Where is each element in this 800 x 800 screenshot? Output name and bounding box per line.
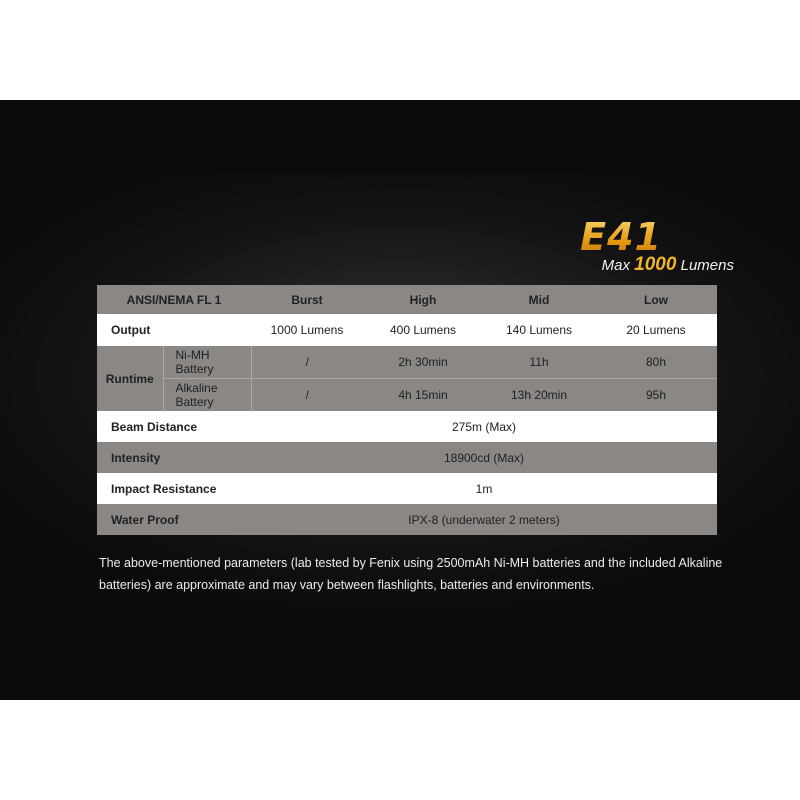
runtime-alkaline-label: Alkaline Battery — [163, 379, 251, 412]
output-mid: 140 Lumens — [505, 323, 573, 337]
beam-distance-value: 275m (Max) — [451, 419, 516, 434]
tag-prefix: Max — [601, 257, 630, 274]
beam-distance-label: Beam Distance — [111, 419, 198, 434]
impact-resistance-row — [97, 473, 717, 504]
runtime-nimh-row — [97, 346, 717, 379]
output-high: 400 Lumens — [389, 323, 457, 337]
header-standard: ANSI/NEMA FL 1 — [126, 292, 222, 307]
output-row — [97, 314, 717, 346]
water-proof-value: IPX-8 (underwater 2 meters) — [408, 512, 560, 527]
runtime-alkaline-burst: / — [251, 379, 363, 412]
runtime-nimh-mid: 11h — [529, 355, 549, 369]
output-label: Output — [111, 323, 151, 337]
tag-number: 1000 — [634, 254, 677, 275]
runtime-alkaline-high: 4h 15min — [363, 379, 483, 412]
intensity-label: Intensity — [111, 450, 161, 465]
spec-table — [97, 285, 717, 535]
runtime-label: Runtime — [97, 346, 163, 411]
runtime-nimh-burst: / — [305, 355, 309, 369]
disclaimer-note: The above-mentioned parameters (lab tested by Fenix using 2500mAh Ni-MH batteries and the included Alkaline batteries) are approximate and may vary between flashlights, batteries and environments. — [99, 556, 723, 592]
runtime-alkaline-row — [97, 379, 717, 412]
header-burst: Burst — [291, 292, 323, 307]
runtime-nimh-label: Ni-MH Battery — [163, 346, 251, 379]
runtime-nimh-low: 80h — [645, 355, 667, 369]
header-high: High — [409, 292, 437, 307]
model-name: E41 — [580, 215, 662, 259]
runtime-alkaline-low: 95h — [595, 379, 717, 412]
intensity-row — [97, 442, 717, 473]
impact-resistance-value: 1m — [475, 481, 493, 496]
beam-distance-row — [97, 411, 717, 442]
runtime-alkaline-mid: 13h 20min — [483, 379, 595, 412]
impact-resistance-label: Impact Resistance — [111, 481, 217, 496]
max-lumens-tagline — [602, 254, 734, 276]
water-proof-row — [97, 504, 717, 535]
runtime-nimh-high: 2h 30min — [398, 355, 448, 369]
table-header-row — [97, 285, 717, 314]
tag-unit: Lumens — [680, 257, 734, 274]
header-mid: Mid — [528, 292, 550, 307]
intensity-value: 18900cd (Max) — [443, 450, 525, 465]
output-low: 20 Lumens — [626, 323, 686, 337]
water-proof-label: Water Proof — [111, 512, 179, 527]
output-burst: 1000 Lumens — [270, 323, 344, 337]
product-panel — [0, 100, 800, 700]
header-low: Low — [644, 292, 668, 307]
